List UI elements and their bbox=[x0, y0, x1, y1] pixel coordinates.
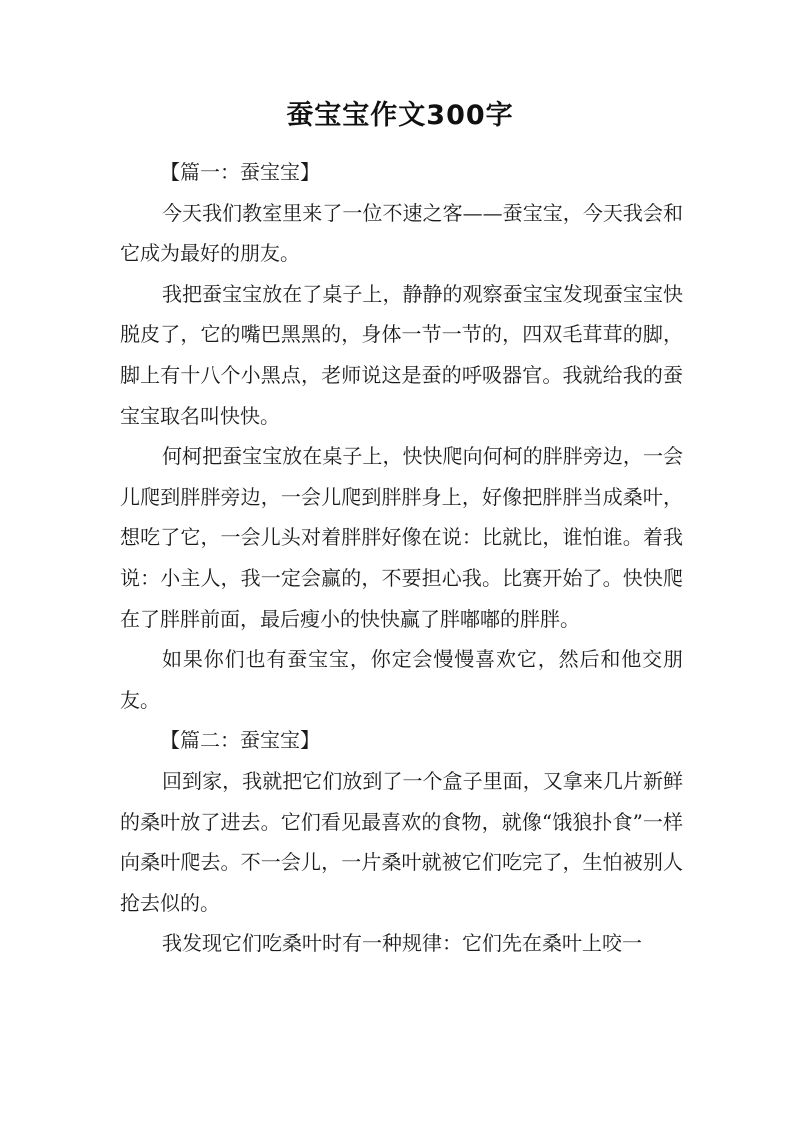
section-heading: 【篇一：蚕宝宝】 bbox=[160, 160, 320, 184]
document-title: 蚕宝宝作文300字 bbox=[286, 100, 514, 131]
section-heading: 【篇二：蚕宝宝】 bbox=[160, 728, 320, 753]
paragraph: 我发现它们吃桑叶时有一种规律：它们先在桑叶上咬一 bbox=[162, 931, 642, 956]
paragraph: 如果你们也有蚕宝宝，你定会慢慢喜欢它，然后和他交朋友。 bbox=[120, 647, 683, 712]
paragraph: 何柯把蚕宝宝放在桌子上，快快爬向何柯的胖胖旁边，一会儿爬到胖胖旁边，一会儿爬到胖胖身上，好像把胖胖当成桑叶，想吃了它，一会儿头对着胖胖好像在说：比就比，谁怕谁。着我说：小主人，我一定会赢的，不要担心我。比赛开始了。快快爬在了胖胖前面，最后瘦小的快快赢了胖嘟嘟的胖胖。 bbox=[120, 444, 683, 631]
paragraph: 今天我们教室里来了一位不速之客——蚕宝宝，今天我会和它成为最好的朋友。 bbox=[120, 200, 683, 266]
document-body bbox=[120, 152, 683, 964]
paragraph: 回到家，我就把它们放到了一个盒子里面，又拿来几片新鲜的桑叶放了进去。它们看见最喜欢的食物，就像“饿狼扑食”一样向桑叶爬去。不一会儿，一片桑叶就被它们吃完了，生怕被别人抢去似的。 bbox=[120, 768, 683, 915]
paragraph: 我把蚕宝宝放在了桌子上，静静的观察蚕宝宝发现蚕宝宝快脱皮了，它的嘴巴黑黑的，身体一节一节的，四双毛茸茸的脚，脚上有十八个小黑点，老师说这是蚕的呼吸器官。我就给我的蚕宝宝取名叫快快。 bbox=[120, 281, 683, 428]
